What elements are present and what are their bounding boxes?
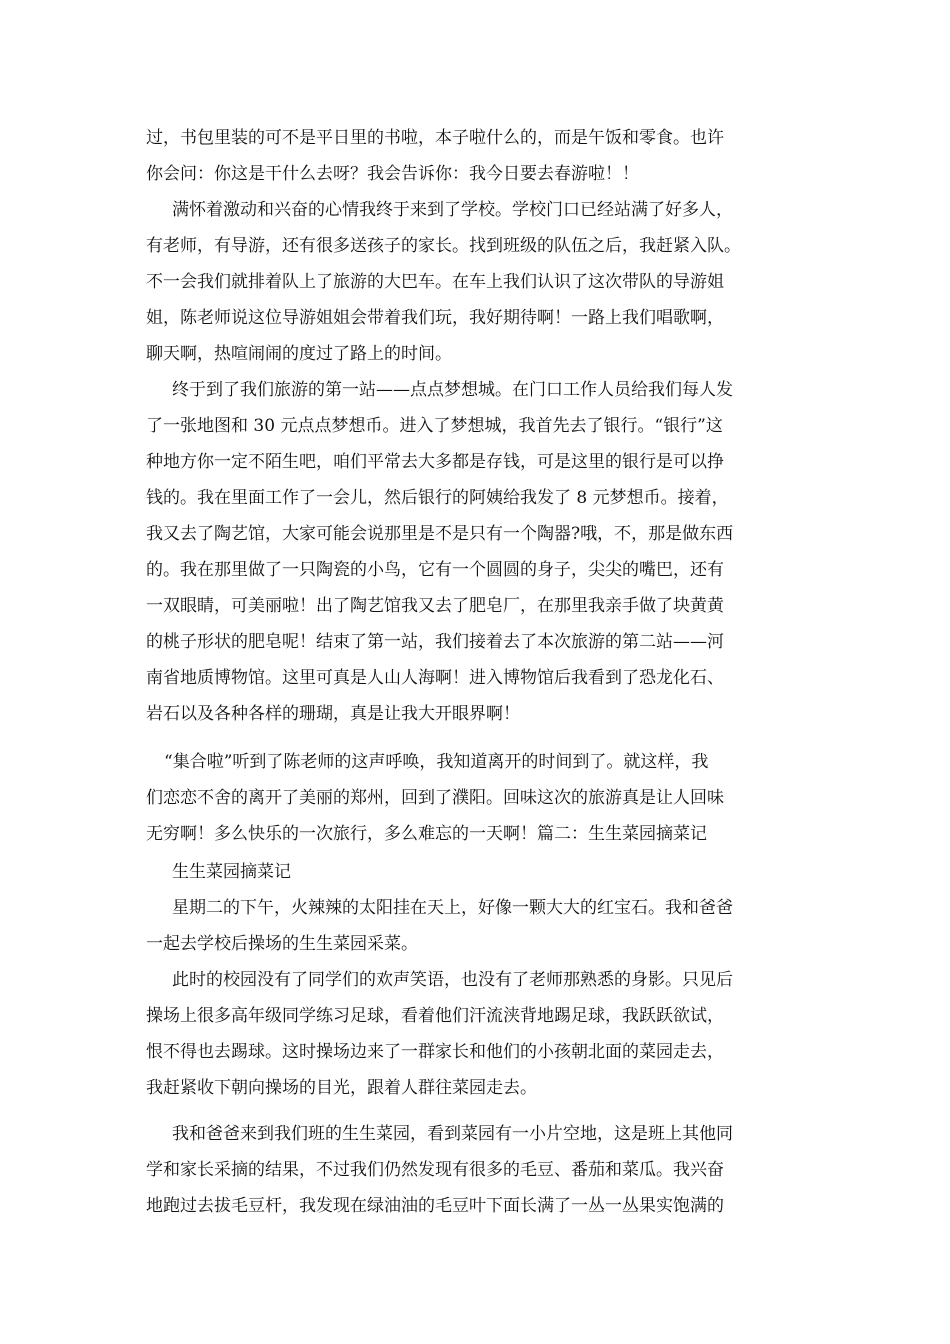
text-line: 南省地质博物馆。这里可真是人山人海啊！进入博物馆后我看到了恐龙化石、: [146, 668, 724, 688]
text-line: 有老师，有导游，还有很多送孩子的家长。找到班级的队伍之后，我赶紧入队。: [146, 236, 741, 256]
text-line: 们恋恋不舍的离开了美丽的郑州，回到了濮阳。回味这次的旅游真是让人回味: [146, 788, 724, 808]
text-line: 星期二的下午，火辣辣的太阳挂在天上，好像一颗大大的红宝石。我和爸爸: [172, 898, 733, 918]
text-line: 岩石以及各种各样的珊瑚，真是让我大开眼界啊！: [146, 704, 520, 724]
text-line: 的。我在那里做了一只陶瓷的小鸟，它有一个圆圆的身子，尖尖的嘴巴，还有: [146, 560, 724, 580]
text-line: 钱的。我在里面工作了一会儿，然后银行的阿姨给我发了 8 元梦想币。接着，: [146, 488, 729, 508]
section-heading: 生生菜园摘菜记: [172, 862, 291, 882]
text-line: 终于到了我们旅游的第一站——点点梦想城。在门口工作人员给我们每人发: [172, 380, 733, 400]
text-line: 你会问：你这是干什么去呀？我会告诉你：我今日要去春游啦！！: [146, 164, 639, 184]
text-line: 一起去学校后操场的生生菜园采菜。: [146, 934, 418, 954]
text-line: 此时的校园没有了同学们的欢声笑语，也没有了老师那熟悉的身影。只见后: [172, 970, 733, 990]
text-line: 聊天啊，热喧闹闹的度过了路上的时间。: [146, 344, 452, 364]
text-line: 姐，陈老师说这位导游姐姐会带着我们玩，我好期待啊！一路上我们唱歌啊，: [146, 308, 724, 328]
text-line: 我和爸爸来到我们班的生生菜园，看到菜园有一小片空地，这是班上其他同: [172, 1124, 733, 1144]
text-line: 不一会我们就排着队上了旅游的大巴车。在车上我们认识了这次带队的导游姐: [146, 272, 724, 292]
text-line: 过，书包里装的可不是平日里的书啦，本子啦什么的，而是午饭和零食。也许: [146, 128, 724, 148]
text-line: 种地方你一定不陌生吧，咱们平常去大多都是存钱，可是这里的银行是可以挣: [146, 452, 724, 472]
text-line: 的桃子形状的肥皂呢！结束了第一站，我们接着去了本次旅游的第二站——河: [146, 632, 724, 652]
text-line: 了一张地图和 30 元点点梦想币。进入了梦想城，我首先去了银行。“银行”这: [146, 416, 723, 436]
text-line: 恨不得也去踢球。这时操场边来了一群家长和他们的小孩朝北面的菜园走去，: [146, 1042, 724, 1062]
text-line: 地跑过去拔毛豆杆，我发现在绿油油的毛豆叶下面长满了一丛一丛果实饱满的: [146, 1196, 724, 1216]
text-line: 我又去了陶艺馆，大家可能会说那里是不是只有一个陶器?哦，不，那是做东西: [146, 524, 734, 544]
text-line: 操场上很多高年级同学练习足球，看着他们汗流浃背地踢足球，我跃跃欲试，: [146, 1006, 724, 1026]
text-line: 一双眼睛，可美丽啦！出了陶艺馆我又去了肥皂厂，在那里我亲手做了块黄黄: [146, 596, 724, 616]
text-line: 学和家长采摘的结果，不过我们仍然发现有很多的毛豆、番茄和菜瓜。我兴奋: [146, 1160, 724, 1180]
text-line: 无穷啊！多么快乐的一次旅行，多么难忘的一天啊！篇二：生生菜园摘菜记: [146, 824, 707, 844]
text-line: 我赶紧收下朝向操场的目光，跟着人群往菜园走去。: [146, 1078, 537, 1098]
text-line: “集合啦”听到了陈老师的这声呼唤，我知道离开的时间到了。就这样，我: [164, 752, 709, 772]
text-line: 满怀着激动和兴奋的心情我终于来到了学校。学校门口已经站满了好多人，: [172, 200, 733, 220]
